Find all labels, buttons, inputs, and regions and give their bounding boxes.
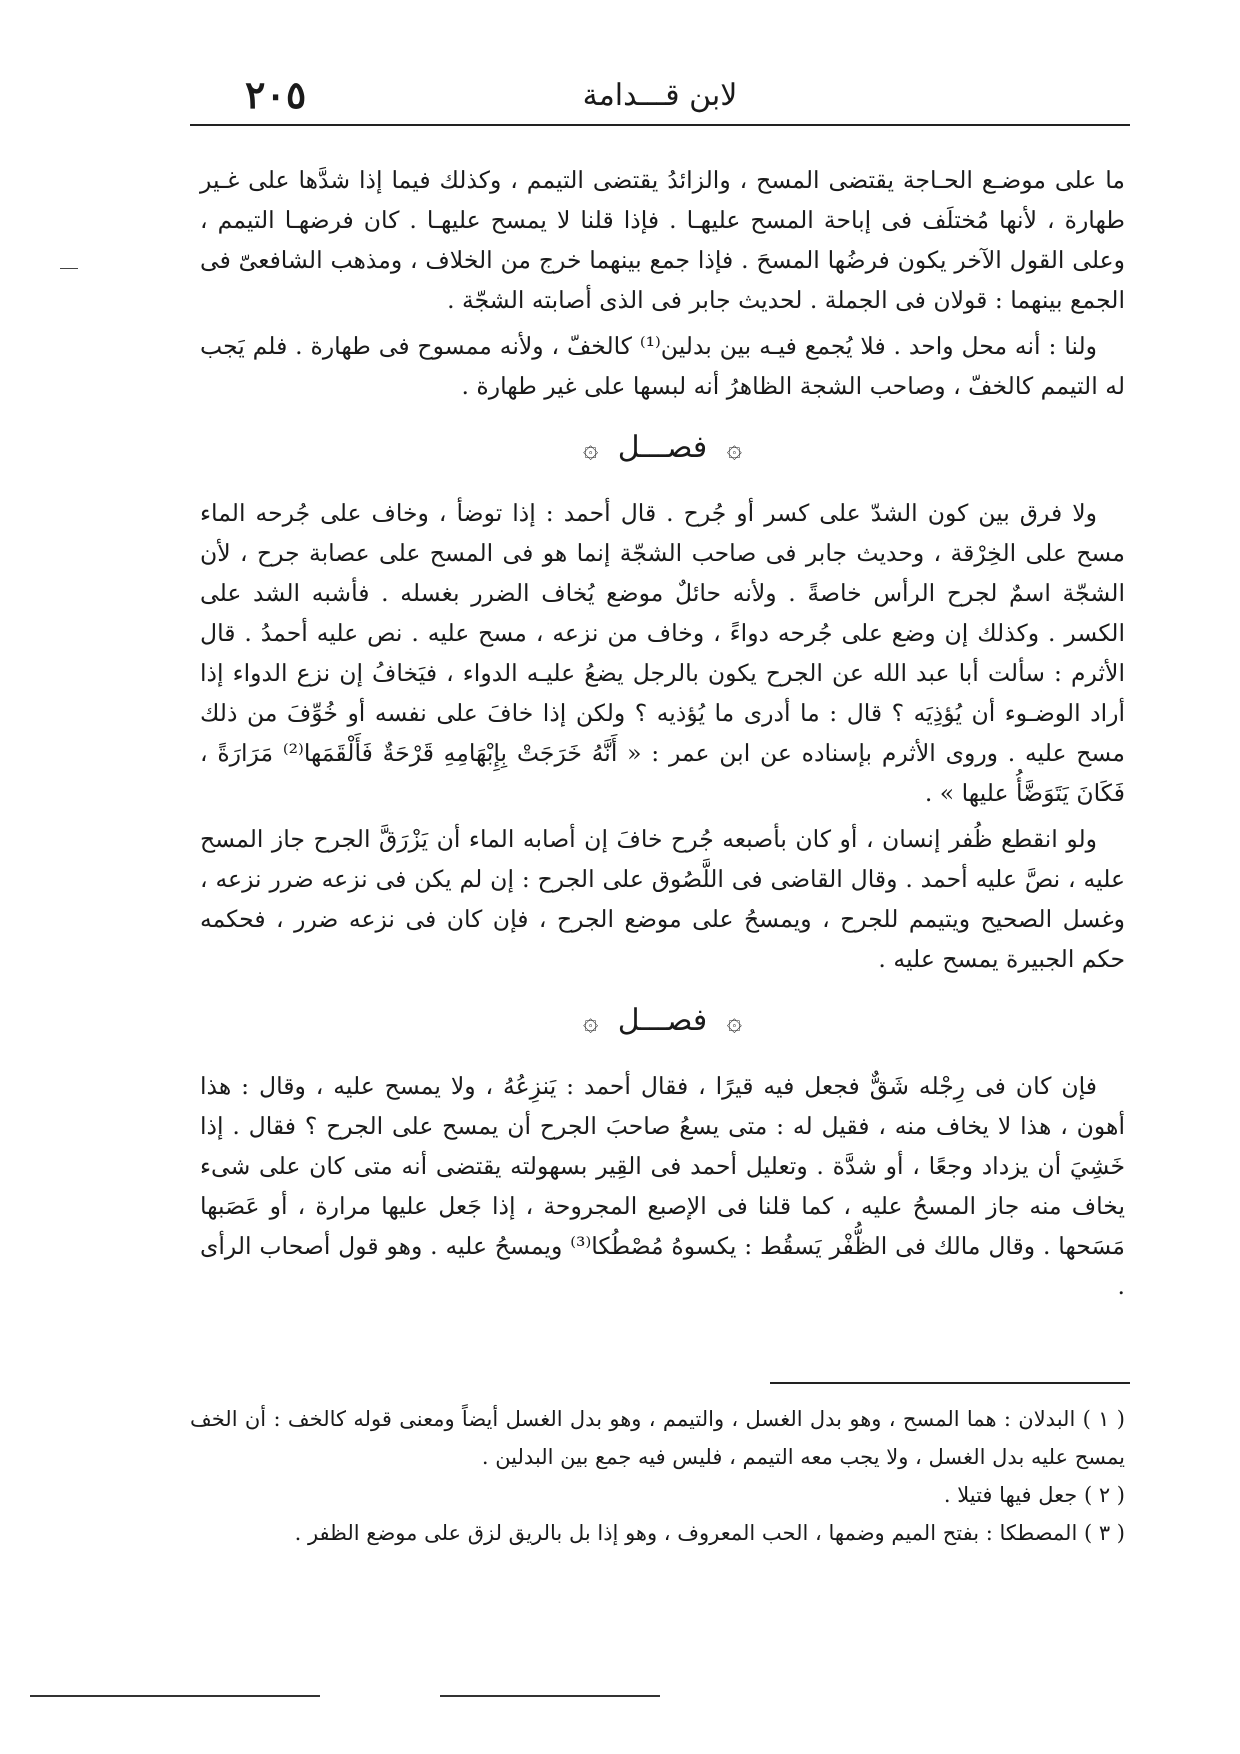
text-line: ولو انقطع ظُفر إنسان ، أو كان بأصبعه جُرح خافَ إن أصابه الماء أن يَزْرَقَّ الجرح جاز المسح عليه ،	[200, 825, 1125, 893]
text-line: ولنا : أنه محل واحد . فلا يُجمع فيـه بين بدلين⁽¹⁾ كالخفّ ، ولأنه ممسوح فى طهارة . فلم يَجب له	[200, 332, 1125, 400]
header-rule	[190, 124, 1130, 126]
paragraph	[200, 1066, 1125, 1306]
text-line: ويتيمم للجرح ، ويمسحُ على موضع الجرح ، فإن كان فى نزعه ضرر ، فحكمه حكم الجبيرة يمسح عليه .	[200, 905, 1125, 973]
footnote	[190, 1514, 1125, 1552]
text-line: ( ٢ ) جعل فيها فتيلا .	[943, 1483, 1125, 1507]
running-title: لابن قـــدامة	[582, 78, 738, 113]
text-line: ما أدرى ما يُؤذيه ؟ ولكن إذا خافَ على نفسه أو خُوِّفَ من ذلك مسح عليه . وروى الأثرم بإسناده	[200, 699, 1125, 767]
text-line: نصَّ عليه أحمد . وقال القاضى فى اللَّصُوق على الجرح : إن لم يكن فى نزعه ضرر نزعه ، وغسل الصحيح	[200, 865, 1125, 933]
ornament-icon: ۞	[582, 1007, 599, 1037]
scan-edge-line	[440, 1695, 660, 1697]
main-text	[200, 160, 1125, 1306]
paragraph	[200, 326, 1125, 406]
paragraph	[200, 819, 1125, 979]
footnote	[190, 1476, 1125, 1514]
text-line: ( ٣ ) المصطكا : بفتح الميم وضمها ، الحب المعروف ، وهو إذا بل بالريق لزق على موضع الظفر .	[294, 1521, 1125, 1545]
text-line: فإن كان فى رِجْله شَقٌّ فجعل فيه قيرًا ، فقال أحمد : يَنزِعُهُ ، ولا يمسح عليه ، وقال : هذا أهون ،	[200, 1072, 1125, 1140]
text-line: أن الخف يمسح عليه بدل الغسل ، ولا يجب معه التيمم ، فليس فيه جمع بين البدلين .	[190, 1407, 1125, 1469]
text-line: يكون فرضُها المسحَ . فإذا جمع بينهما خرج من الخلاف ، ومذهب الشافعىّ فى الجمع بينهما : قولان	[200, 246, 1125, 314]
text-line: فى الجملة . لحديث جابر فى الذى أصابته الشجّة .	[447, 286, 926, 314]
paragraph	[200, 160, 1125, 320]
paragraph	[200, 493, 1125, 813]
text-line: التيمم كالخفّ ، وصاحب الشجة الظاهرُ أنه لبسها على غير طهارة .	[461, 372, 1098, 400]
footnotes	[190, 1400, 1125, 1552]
footnote-rule	[770, 1382, 1130, 1384]
ornament-icon: ۞	[726, 1007, 742, 1037]
section-title: فصـــل	[617, 430, 708, 465]
text-line: كما قلنا فى الإصبع المجروحة ، إذا جَعل عليها مرارة ، أو عَصَبها مَسَحها . وقال مالك فى الظُّفْر يَسقُط :	[200, 1192, 1125, 1260]
page-header	[190, 72, 1130, 122]
text-line: ما على موضـع الحـاجة يقتضى المسح ، والزائدُ يقتضى التيمم ، وكذلك فيما إذا شدَّها على غـير طهارة ،	[200, 166, 1125, 234]
margin-mark	[60, 268, 78, 269]
text-line: الجرح يكون بالرجل يضعُ عليـه الدواء ، فيَخافُ إن نزع الدواء إذا أراد الوضـوء أن يُؤذِيَه ؟ قال :	[200, 659, 1125, 727]
footnote	[190, 1400, 1125, 1476]
text-line: وجعًا ، أو شدَّة . وتعليل أحمد فى القِير بسهولته يقتضى أنه متى كان على شىء يخاف منه جاز المسحُ عليه ،	[200, 1152, 1125, 1220]
text-line: يكسوهُ مُصْطُكا⁽³⁾ ويمسحُ عليه . وهو قول أصحاب الرأى .	[200, 1232, 1125, 1300]
section-title: فصـــل	[617, 1003, 708, 1038]
section-heading	[200, 1001, 1125, 1042]
text-line: على جُرحه دواءً ، وخاف من نزعه ، مسح عليه . نص عليه أحمدُ . قال الأثرم : سألت أبا عبد الله عن	[200, 619, 1125, 687]
text-line: ( ١ ) البدلان : هما المسح ، وهو بدل الغسل ، والتيمم ، وهو بدل الغسل أيضاً ومعنى قوله كالخف :	[266, 1407, 1125, 1431]
text-line: الرأس خاصةً . ولأنه حائلٌ موضع يُخاف الضرر بغسله . فأشبه الشد على الكسر . وكذلك إن وضع	[200, 579, 1125, 647]
text-line: عن ابن عمر : « أَنَّهُ خَرَجَتْ بِإِبْهَامِهِ قَرْحَةٌ فَأَلْقَمَها⁽²⁾ مَرَارَةً ، فَكَانَ يَتَوَضَّأُ عليها » .	[200, 739, 1125, 807]
text-line: لأنها مُختلَف فى إباحة المسح عليهـا . فإذا قلنا لا يمسح عليهـا . كان فرضهـا التيمم ، وعلى القول الآخر	[200, 206, 1125, 274]
ornament-icon: ۞	[726, 434, 742, 464]
page-number: ٢٠٥	[245, 72, 307, 117]
text-line: ولا فرق بين كون الشدّ على كسر أو جُرح . قال أحمد : إذا توضأ ، وخاف على جُرحه الماء مسح	[200, 499, 1125, 567]
section-heading	[200, 428, 1125, 469]
scan-edge-line	[30, 1695, 320, 1697]
ornament-icon: ۞	[582, 434, 599, 464]
text-line: هذا لا يخاف منه ، فقيل له : متى يسعُ صاحبَ الجرح أن يمسح على الجرح ؟ فقال . إذا خَشِيَ أن يزداد	[200, 1112, 1125, 1180]
text-line: على الخِرْقة ، وحديث جابر فى صاحب الشجّة إنما هو فى المسح على عصابة جرح ، لأن الشجّة اسمٌ لجرح	[200, 539, 1125, 607]
